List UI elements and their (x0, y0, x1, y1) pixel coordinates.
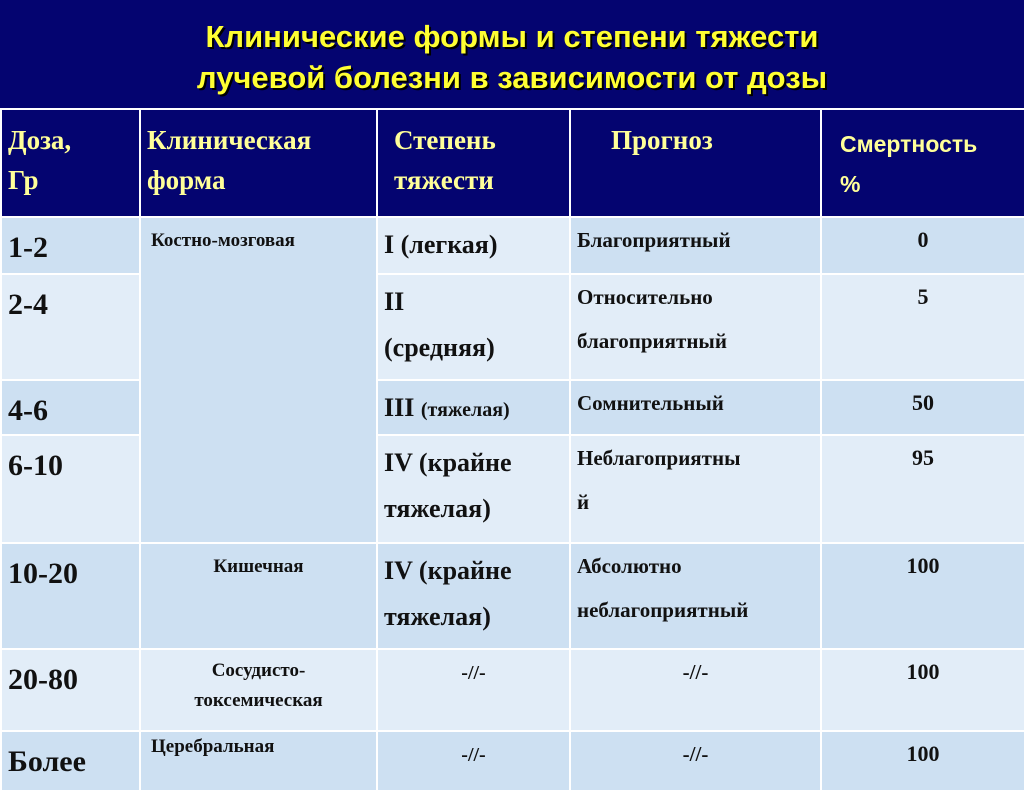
dose-cell: Более (1, 731, 140, 791)
dose-cell: 10-20 (1, 543, 140, 649)
prognosis-cell: Абсолютно неблагоприятный (570, 543, 821, 649)
title-line-1: Клинические формы и степени тяжести (205, 19, 819, 54)
mortality-cell: 100 (821, 731, 1024, 791)
prognosis-cell: Сомнительный (570, 380, 821, 435)
dose-cell: 4-6 (1, 380, 140, 435)
form-cell: Церебральная (140, 731, 377, 791)
mortality-cell: 50 (821, 380, 1024, 435)
table-row (1, 649, 1024, 731)
slide-title (0, 16, 1024, 98)
header-row (1, 109, 1024, 217)
table-row (1, 543, 1024, 649)
severity-cell: IV (крайне тяжелая) (377, 543, 570, 649)
form-cell: Кишечная (140, 543, 377, 649)
dose-table (0, 108, 1024, 792)
severity-cell: II (средняя) (377, 274, 570, 380)
form-cell: Сосудисто- токсемическая (140, 649, 377, 731)
table-row (1, 731, 1024, 791)
header-dose: Доза, Гр (1, 109, 140, 217)
prognosis-cell: Относительно благоприятный (570, 274, 821, 380)
dose-cell: 1-2 (1, 217, 140, 274)
prognosis-cell: Благоприятный (570, 217, 821, 274)
header-prognosis: Прогноз (570, 109, 821, 217)
header-form: Клиническая форма (140, 109, 377, 217)
header-mortality: Смертность % (821, 109, 1024, 217)
mortality-cell: 95 (821, 435, 1024, 543)
mortality-cell: 100 (821, 649, 1024, 731)
form-cell: Костно-мозговая (140, 217, 377, 543)
header-severity: Степень тяжести (377, 109, 570, 217)
dose-cell: 6-10 (1, 435, 140, 543)
severity-cell: -//- (377, 731, 570, 791)
prognosis-cell: Неблагоприятны й (570, 435, 821, 543)
mortality-cell: 100 (821, 543, 1024, 649)
severity-cell: III (тяжелая) (377, 380, 570, 435)
title-line-2: лучевой болезни в зависимости от дозы (196, 60, 828, 95)
mortality-cell: 5 (821, 274, 1024, 380)
severity-cell: -//- (377, 649, 570, 731)
severity-cell: I (легкая) (377, 217, 570, 274)
prognosis-cell: -//- (570, 731, 821, 791)
severity-cell: IV (крайне тяжелая) (377, 435, 570, 543)
dose-cell: 2-4 (1, 274, 140, 380)
prognosis-cell: -//- (570, 649, 821, 731)
mortality-cell: 0 (821, 217, 1024, 274)
table-row (1, 217, 1024, 274)
dose-cell: 20-80 (1, 649, 140, 731)
